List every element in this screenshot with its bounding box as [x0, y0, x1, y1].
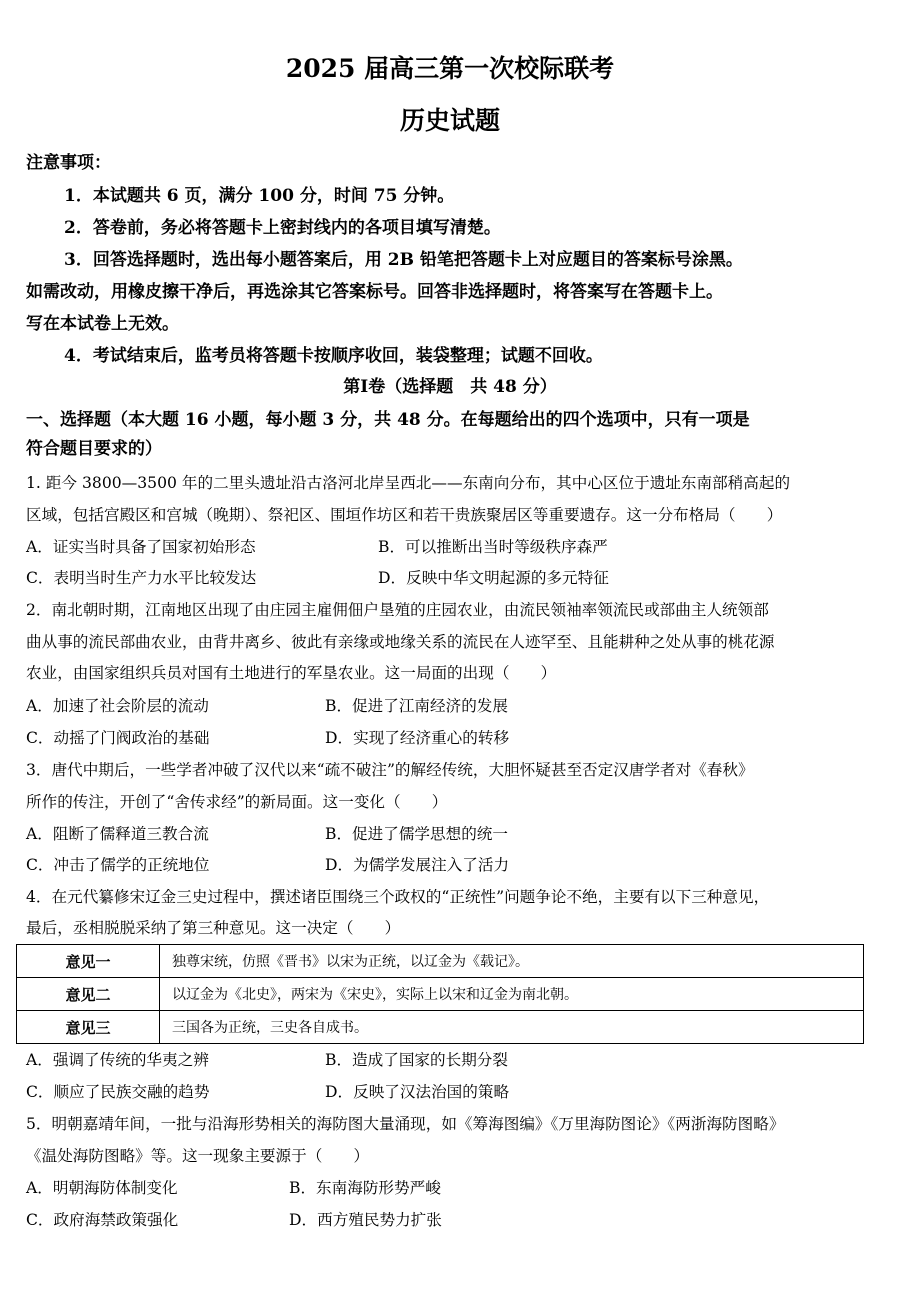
opinion-label: 意见一 [17, 945, 160, 978]
notice-heading: 注意事项： [26, 153, 111, 173]
question-4-option-a[interactable]: A．强调了传统的华夷之辨 [26, 1051, 209, 1069]
question-3-text-cont: 所作的传注，开创了“舍传求经”的新局面。这一变化（ ） [26, 793, 448, 811]
exam-title: 2025 届高三第一次校际联考 [285, 54, 615, 83]
notice-item-3-cont: 如需改动，用橡皮擦干净后，再选涂其它答案标号。回答非选择题时，将答案写在答题卡上。 [26, 282, 723, 302]
question-3-option-b[interactable]: B．促进了儒学思想的统一 [325, 825, 508, 843]
table-row [17, 978, 864, 1011]
opinion-content: 三国各为正统，三史各自成书。 [160, 1011, 864, 1044]
question-2-option-c[interactable]: C．动摇了门阀政治的基础 [26, 729, 210, 747]
notice-item-3: 3．回答选择题时，选出每小题答案后，用 2B 铅笔把答题卡上对应题目的答案标号涂黑。 [64, 250, 743, 270]
question-5-text-cont: 《温处海防图略》等。这一现象主要源于（ ） [26, 1147, 370, 1165]
table-row [17, 945, 864, 978]
question-2-text: 2．南北朝时期，江南地区出现了由庄园主雇佣佃户垦殖的庄园农业，由流民领袖率领流民或部曲主人统领部 [26, 601, 769, 619]
opinion-label: 意见二 [17, 978, 160, 1011]
question-5-option-c[interactable]: C．政府海禁政策强化 [26, 1211, 179, 1229]
opinion-table [16, 944, 864, 1044]
question-4-option-b[interactable]: B．造成了国家的长期分裂 [325, 1051, 508, 1069]
question-4-text: 4．在元代纂修宋辽金三史过程中，撰述诸臣围绕三个政权的“正统性”问题争论不绝，主要有以下三种意见， [26, 888, 770, 906]
question-1-text-cont: 区域，包括宫殿区和宫城（晚期）、祭祀区、围垣作坊区和若干贵族聚居区等重要遗存。这一分布格局（ ） [26, 506, 783, 524]
question-4-option-c[interactable]: C．顺应了民族交融的趋势 [26, 1083, 210, 1101]
question-1-option-d[interactable]: D．反映中华文明起源的多元特征 [378, 569, 609, 587]
question-1-option-c[interactable]: C．表明当时生产力水平比较发达 [26, 569, 257, 587]
question-5-text: 5．明朝嘉靖年间，一批与沿海形势相关的海防图大量涌现，如《筹海图编》《万里海防图论》《两浙海防图略》 [26, 1115, 785, 1133]
opinion-content: 独尊宋统，仿照《晋书》以宋为正统，以辽金为《载记》。 [160, 945, 864, 978]
question-2-text-cont: 曲从事的流民部曲农业，由背井离乡、彼此有亲缘或地缘关系的流民在人迹罕至、且能耕种之处从事的桃花源 [26, 633, 775, 651]
notice-item-3-end: 写在本试卷上无效。 [26, 314, 179, 334]
question-2-text-end: 农业，由国家组织兵员对国有土地进行的军垦农业。这一局面的出现（ ） [26, 664, 557, 682]
question-4-option-d[interactable]: D．反映了汉法治国的策略 [325, 1083, 510, 1101]
exam-subject: 历史试题 [399, 106, 500, 135]
notice-item-2: 2．答卷前，务必将答题卡上密封线内的各项目填写清楚。 [64, 218, 501, 238]
section-title: 第Ⅰ卷（选择题 共 48 分） [343, 377, 557, 397]
question-1-text: 1. 距今 3800—3500 年的二里头遗址沿古洛河北岸呈西北——东南向分布，其中心区位于遗址东南部稍高起的 [26, 474, 791, 492]
question-5-option-a[interactable]: A．明朝海防体制变化 [26, 1179, 178, 1197]
question-4-text-cont: 最后，丞相脱脱采纳了第三种意见。这一决定（ ） [26, 919, 401, 937]
notice-item-4: 4．考试结束后，监考员将答题卡按顺序收回，装袋整理；试题不回收。 [64, 346, 603, 366]
question-3-option-d[interactable]: D．为儒学发展注入了活力 [325, 856, 510, 874]
question-5-option-b[interactable]: B．东南海防形势严峻 [289, 1179, 441, 1197]
question-1-option-b[interactable]: B．可以推断出当时等级秩序森严 [378, 538, 608, 556]
section-instruction-cont: 符合题目要求的） [26, 439, 162, 459]
question-2-option-b[interactable]: B．促进了江南经济的发展 [325, 697, 508, 715]
notice-item-1: 1．本试题共 6 页，满分 100 分，时间 75 分钟。 [64, 186, 455, 206]
opinion-label: 意见三 [17, 1011, 160, 1044]
question-3-text: 3．唐代中期后，一些学者冲破了汉代以来“疏不破注”的解经传统，大胆怀疑甚至否定汉唐学者对《春秋》 [26, 761, 754, 779]
question-5-option-d[interactable]: D．西方殖民势力扩张 [289, 1211, 442, 1229]
question-3-option-a[interactable]: A．阻断了儒释道三教合流 [26, 825, 209, 843]
question-3-option-c[interactable]: C．冲击了儒学的正统地位 [26, 856, 210, 874]
question-2-option-d[interactable]: D．实现了经济重心的转移 [325, 729, 510, 747]
question-1-option-a[interactable]: A．证实当时具备了国家初始形态 [26, 538, 256, 556]
section-instruction: 一、选择题（本大题 16 小题，每小题 3 分，共 48 分。在每题给出的四个选项中，只有一项是 [26, 410, 750, 430]
table-row [17, 1011, 864, 1044]
opinion-content: 以辽金为《北史》，两宋为《宋史》，实际上以宋和辽金为南北朝。 [160, 978, 864, 1011]
question-2-option-a[interactable]: A．加速了社会阶层的流动 [26, 697, 209, 715]
